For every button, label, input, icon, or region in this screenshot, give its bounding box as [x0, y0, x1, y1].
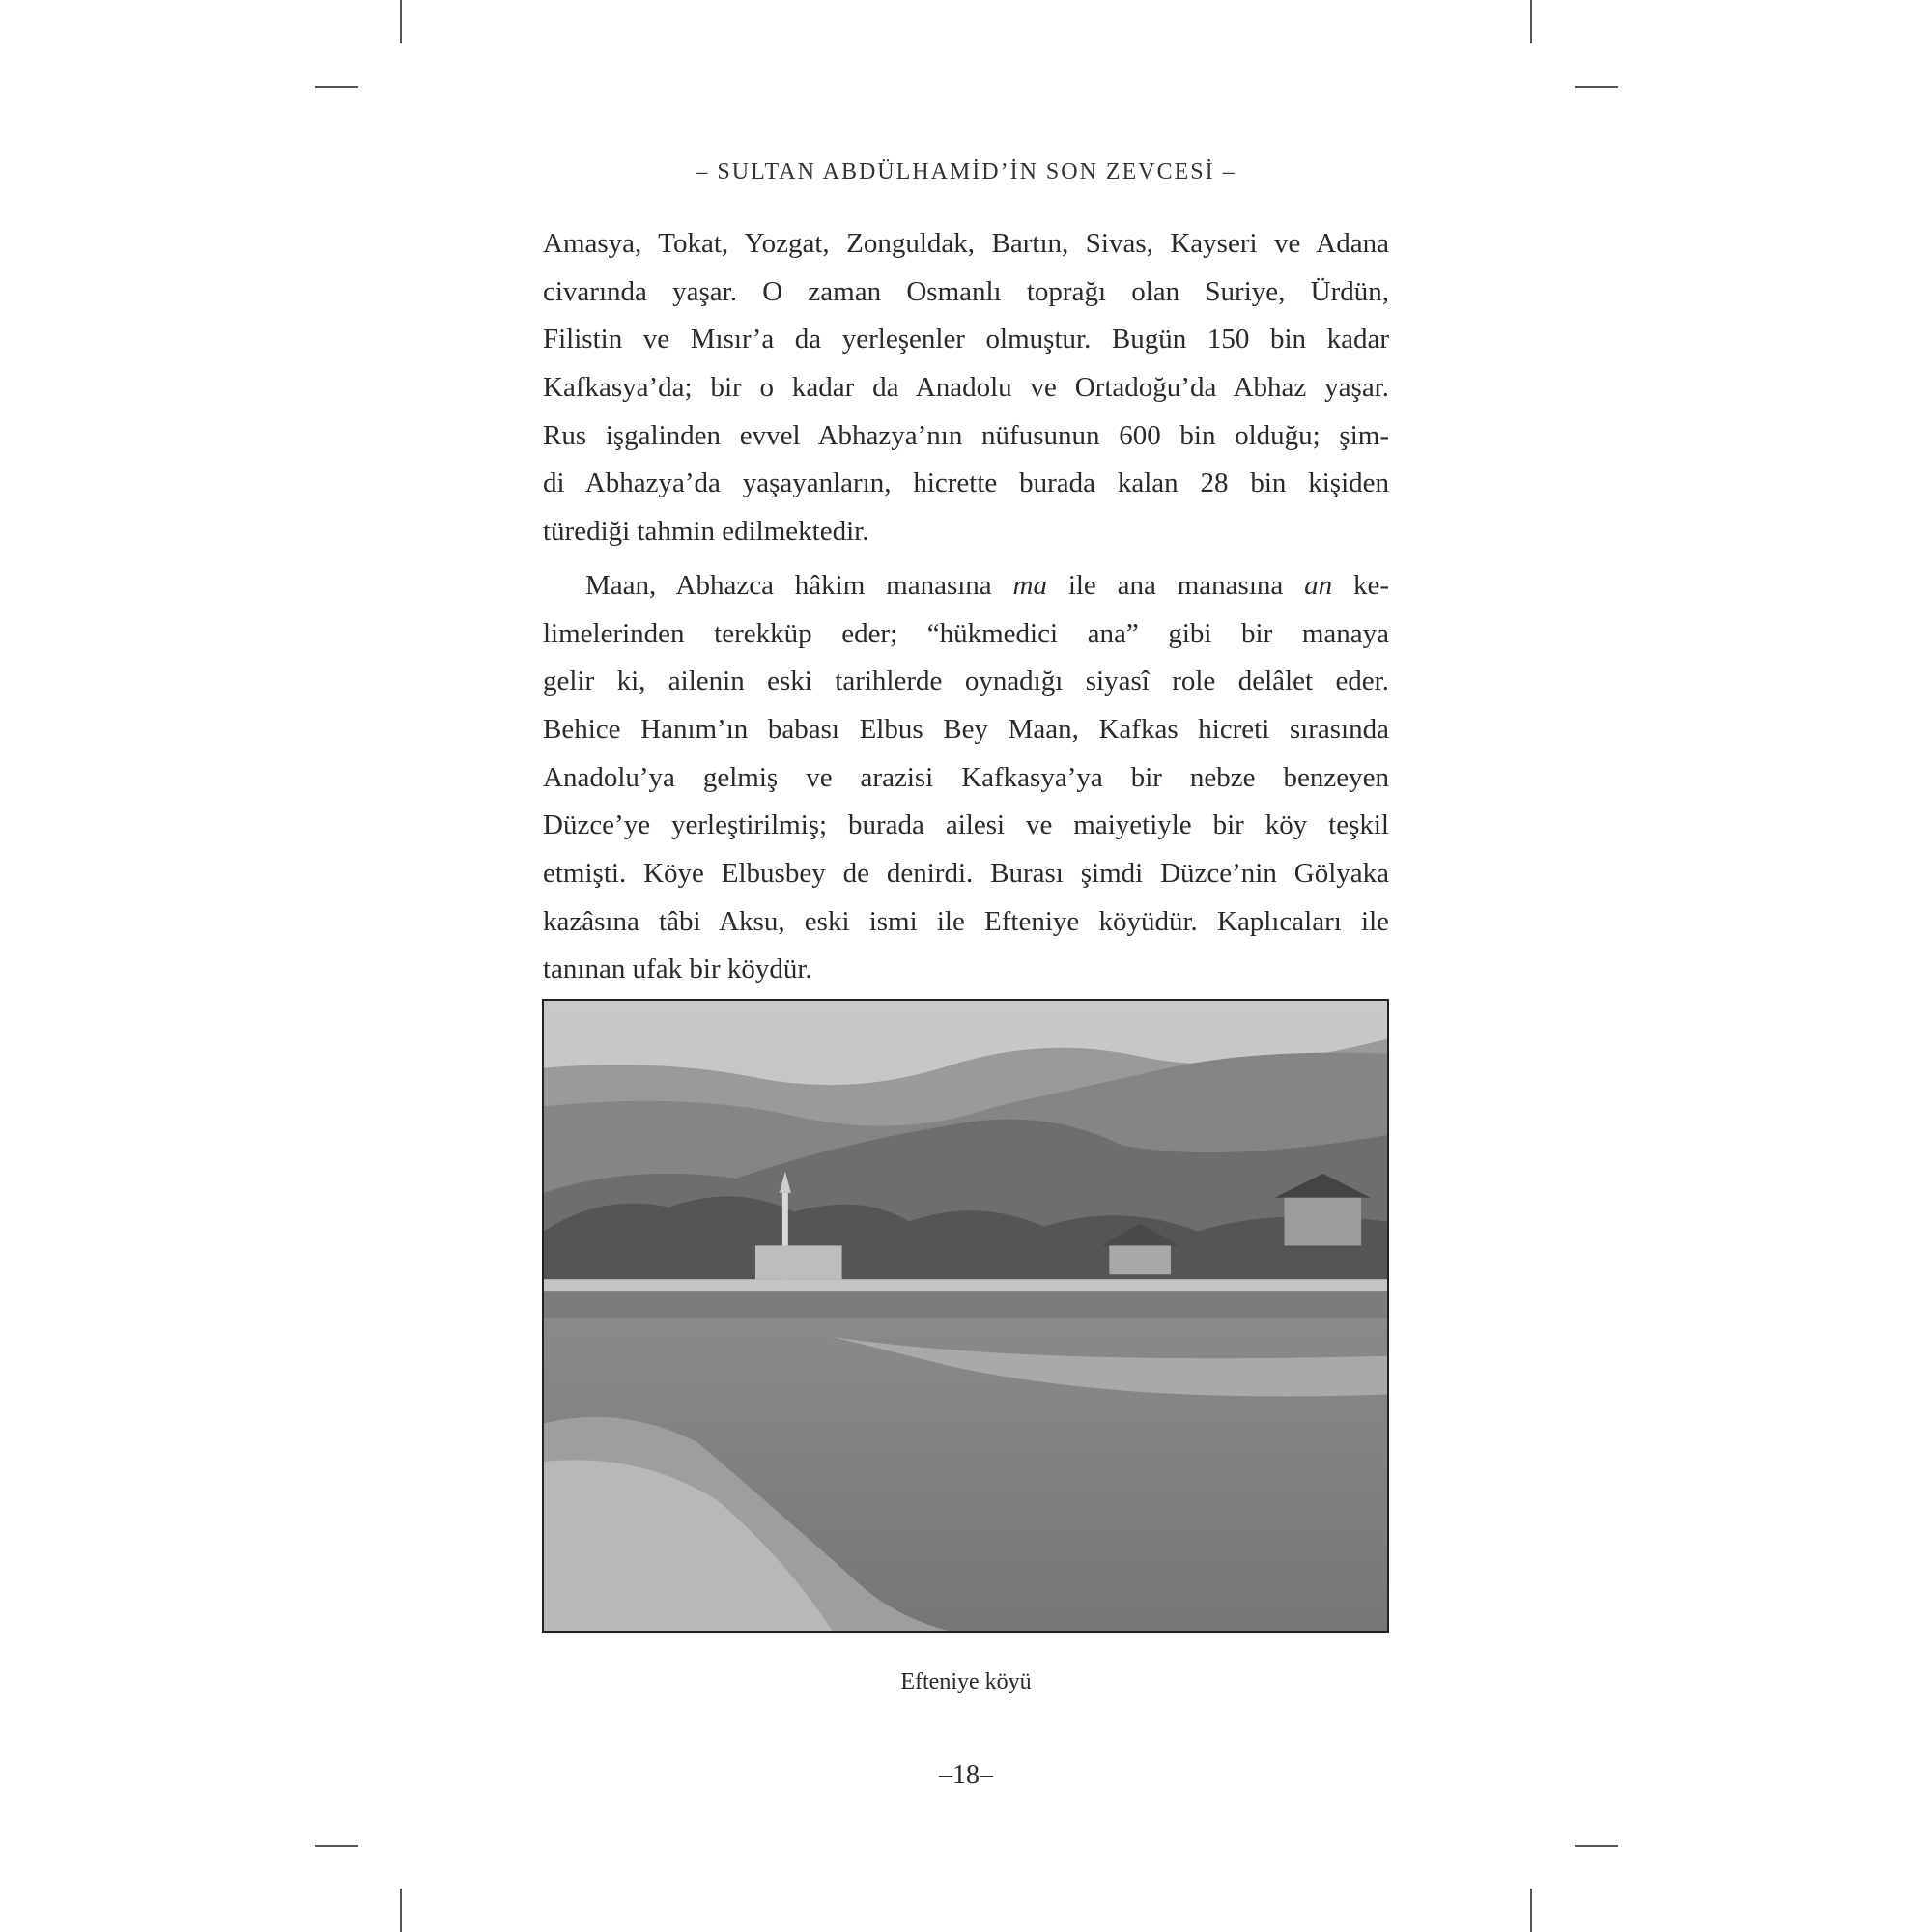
text-line: Kafkasya’da; bir o kadar da Anadolu ve Ortadoğu’da Abhaz yaşar. [543, 372, 1389, 404]
house [1109, 1245, 1171, 1274]
crop-mark-top-left-vertical [400, 0, 402, 43]
road [544, 1279, 1387, 1291]
text-line: gelir ki, ailenin eski tarihlerde oynadığı siyasî role delâlet eder. [543, 666, 1389, 697]
text-line: Düzce’ye yerleştirilmiş; burada ailesi ve maiyetiyle bir köy teşkil [543, 810, 1389, 841]
crop-mark-bottom-right-vertical [1530, 1889, 1532, 1932]
text-line: Anadolu’ya gelmiş ve arazisi Kafkasya’ya bir nebze benzeyen [543, 761, 1389, 793]
body-text [543, 220, 1389, 994]
text-line: etmişti. Köye Elbusbey de denirdi. Burası şimdi Düzce’nin Gölyaka [543, 857, 1389, 889]
text-run: ile ana manasına [1046, 569, 1305, 601]
crop-mark-bottom-left-vertical [400, 1889, 402, 1932]
page-number: –18– [939, 1760, 993, 1790]
text-line-first [543, 562, 1389, 611]
paragraph-2 [543, 562, 1389, 994]
italic-term-ma: ma [1012, 569, 1047, 601]
crop-mark-top-right-horizontal [1575, 86, 1618, 88]
text-line: civarında yaşar. O zaman Osmanlı toprağı olan Suriye, Ürdün, [543, 275, 1389, 307]
village-photo [542, 999, 1389, 1633]
crop-mark-bottom-right-horizontal [1575, 1845, 1618, 1847]
running-head: – SULTAN ABDÜLHAMİD’İN SON ZEVCESİ – [696, 159, 1236, 185]
text-line: di Abhazya’da yaşayanların, hicrette burada kalan 28 bin kişiden [543, 468, 1389, 499]
text-line: türediği tahmin edilmektedir. [543, 516, 869, 548]
text-line: Filistin ve Mısır’a da yerleşenler olmuştur. Bugün 150 bin kadar [543, 324, 1389, 355]
crop-mark-top-right-vertical [1530, 0, 1532, 43]
photo-caption: Efteniye köyü [900, 1669, 1032, 1694]
text-line: Rus işgalinden evvel Abhazya’nın nüfusunun 600 bin olduğu; şim- [543, 419, 1389, 451]
italic-term-an: an [1304, 569, 1333, 601]
text-line: tanınan ufak bir köydür. [543, 953, 812, 985]
crop-mark-bottom-left-horizontal [315, 1845, 358, 1847]
text-line: Behice Hanım’ın babası Elbus Bey Maan, Kafkas hicreti sırasında [543, 713, 1389, 745]
text-line: limelerinden terekküp eder; “hükmedici ana” gibi bir manaya [543, 617, 1389, 649]
mosque-building [755, 1245, 842, 1279]
paragraph-1 [543, 220, 1389, 556]
text-run: Maan, Abhazca hâkim manasına [585, 569, 1013, 601]
text-line: kazâsına tâbi Aksu, eski ismi ile Efteniye köyüdür. Kaplıcaları ile [543, 905, 1389, 937]
text-run: ke- [1332, 569, 1390, 601]
crop-mark-top-left-horizontal [315, 86, 358, 88]
house-right [1284, 1198, 1361, 1246]
landscape-illustration [544, 1001, 1387, 1631]
text-line: Amasya, Tokat, Yozgat, Zonguldak, Bartın, Sivas, Kayseri ve Adana [543, 228, 1389, 259]
